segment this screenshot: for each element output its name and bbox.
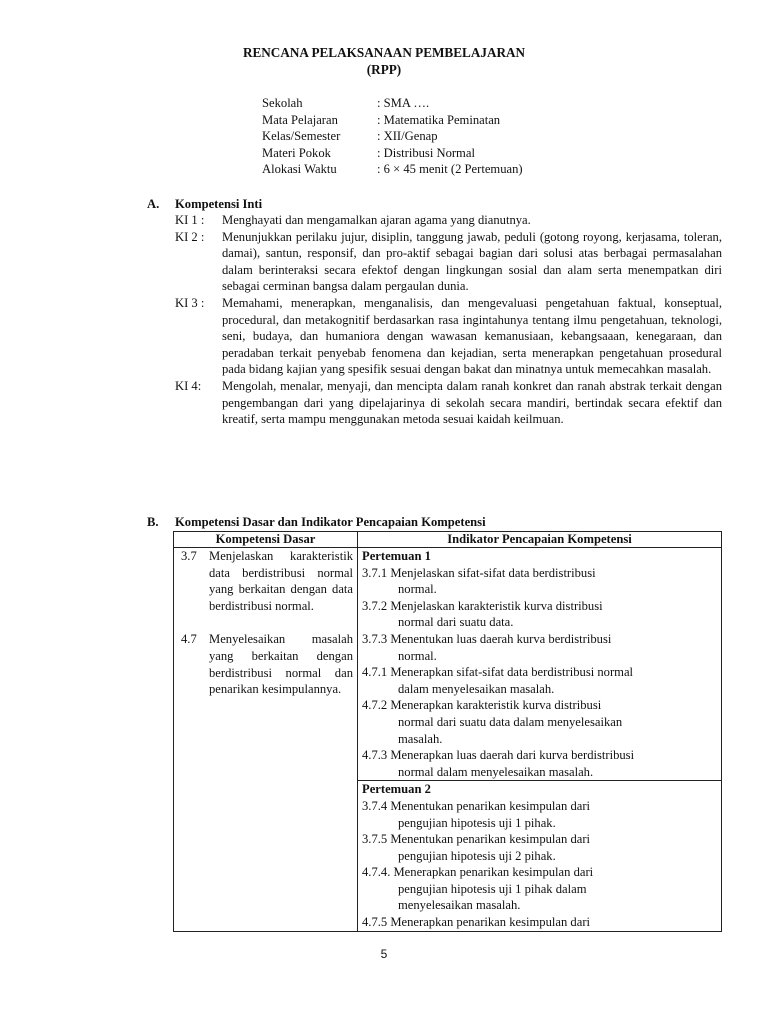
ki-text: Menghayati dan mengamalkan ajaran agama yang dianutnya. [222,213,531,227]
section-b-heading [147,514,486,531]
indicator-item [362,864,717,914]
info-label: Materi Pokok [262,145,331,160]
ki-item [175,212,722,229]
indicator-line: 4.7.5 Menerapkan penarikan kesimpulan dari [362,915,591,930]
indicator-line: 3.7.2 Menjelaskan karakteristik kurva distribusi [362,598,603,613]
indicator-line: normal dalam menyelesaikan masalah. [398,764,594,779]
info-row [262,145,523,162]
indicator-item [362,697,717,747]
indicator-line: normal. [398,582,437,597]
kd-number: 4.7 [181,632,197,647]
ki-text: Menunjukkan perilaku jujur, disiplin, tanggung jawab, peduli (gotong royong, kerjasama, toleran, damai), santun, responsif, dan pro-aktif sebagai bagian dari solusi atas berbagai permasalahan dalam berinteraksi secara efektof dengan lingkungan sosial dan alam serta menempatkan diri sebagai cerminan bangsa dalam pergaulan dunia. [222,229,722,294]
ki-item [175,229,722,295]
indicator-item [362,631,717,664]
ki-text: Mengolah, menalar, menyaji, dan mencipta dalam ranah konkret dan ranah abstrak terkait dengan pengembangan dari yang dipelajarinya di sekolah secara mandiri, bertindak secara efektif dan kreatif, serta mampu menggunakan metoda sesuai kaidah keilmuan. [222,378,722,427]
section-title: Kompetensi Dasar dan Indikator Pencapaian Kompetensi [175,515,486,529]
info-label: Mata Pelajaran [262,112,338,127]
kompetensi-inti-list [175,212,722,428]
ki-label: KI 2 : [175,229,208,244]
kd-item [178,548,353,614]
kd-text: Menjelaskan karakteristik data berdistribusi normal yang berkaitan dengan data berdistribusi normal. [209,549,353,613]
ki-item [175,295,722,378]
title-line-2: (RPP) [366,62,402,77]
indicator-item [362,598,717,631]
indicator-line: masalah. [398,731,443,746]
info-label: Kelas/Semester [262,129,341,144]
indicator-item [362,664,717,697]
indicator-line: 3.7.4 Menentukan penarikan kesimpulan dari [362,798,591,813]
indicator-line: 4.7.1 Menerapkan sifat-sifat data berdistribusi normal [362,665,634,680]
meeting-title: Pertemuan 2 [362,782,431,797]
indicator-item [362,914,717,931]
indicator-line: 4.7.2 Menerapkan karakteristik kurva distribusi [362,698,602,713]
indicator-item [362,798,717,831]
table-row [174,548,722,781]
indicator-line: 3.7.1 Menjelaskan sifat-sifat data berdistribusi [362,565,596,580]
indicator-line: 3.7.5 Menentukan penarikan kesimpulan dari [362,832,591,847]
info-value: : SMA …. [377,96,430,110]
info-value: : Distribusi Normal [377,145,475,160]
kd-cell [174,548,358,932]
identity-info [262,95,523,178]
section-letter: B. [147,515,159,529]
page-number: 5 [380,947,388,961]
info-value: : XII/Genap [377,129,438,144]
info-value: : Matematika Peminatan [377,112,501,127]
info-value: : 6 × 45 menit (2 Pertemuan) [377,162,523,177]
info-row [262,95,523,112]
indicator-line: 4.7.3 Menerapkan luas daerah dari kurva berdistribusi [362,748,635,763]
section-title: Kompetensi Inti [175,197,263,211]
indicator-line: normal. [398,648,437,663]
info-label: Sekolah [262,96,303,110]
document-title [0,44,768,78]
col-header-indicator: Indikator Pencapaian Kompetensi [358,532,722,548]
kd-item [178,631,353,697]
meeting-cell [358,781,722,931]
section-a-heading [147,196,262,213]
info-row [262,161,523,178]
kd-indicator-table [173,531,722,932]
indicator-line: dalam menyelesaikan masalah. [398,681,555,696]
indicator-line: pengujian hipotesis uji 1 pihak. [398,815,556,830]
indicator-line: pengujian hipotesis uji 1 pihak dalam [398,881,587,896]
indicator-line: normal dari suatu data. [398,615,514,630]
ki-label: KI 3 : [175,295,208,310]
col-header-kd: Kompetensi Dasar [174,532,358,548]
kd-text: Menyelesaikan masalah yang berkaitan dengan berdistribusi normal dan penarikan kesimpulannya. [209,632,353,697]
meeting-cell [358,548,722,781]
ki-item [175,378,722,428]
indicator-line: 3.7.3 Menentukan luas daerah kurva berdistribusi [362,631,612,646]
indicator-item [362,831,717,864]
ki-label: KI 1 : [175,213,208,227]
title-line-1: RENCANA PELAKSANAAN PEMBELAJARAN [242,45,526,60]
indicator-line: pengujian hipotesis uji 2 pihak. [398,848,556,863]
ki-label: KI 4: [175,378,205,393]
indicator-line: 4.7.4. Menerapkan penarikan kesimpulan dari [362,865,594,880]
kd-number: 3.7 [181,549,197,563]
meeting-title: Pertemuan 1 [362,549,431,563]
indicator-item [362,747,717,780]
indicator-line: menyelesaikan masalah. [398,898,521,913]
table-header-row [174,532,722,548]
ki-text: Memahami, menerapkan, menganalisis, dan mengevaluasi pengetahuan faktual, konseptual, procedural, dan metakognitif berdasarkan rasa ingintahunya tentang ilmu pengetahuan, teknologi, seni, budaya, dan humaniora dengan wawasan kemanusiaan, kebangsaaan, kenegaraan, dan peradaban terkait penyebab fenomena dan kejadian, serta menerapkan pengetahuan prosedural pada bidang kajian yang spesifik sesuai dengan bakat dan minatnya untuk memecahkan masalah. [222,295,722,377]
indicator-item [362,565,717,598]
info-row [262,128,523,145]
info-row [262,112,523,129]
indicator-line: normal dari suatu data dalam menyelesaikan [398,714,623,729]
info-label: Alokasi Waktu [262,162,337,177]
section-letter: A. [147,197,160,211]
